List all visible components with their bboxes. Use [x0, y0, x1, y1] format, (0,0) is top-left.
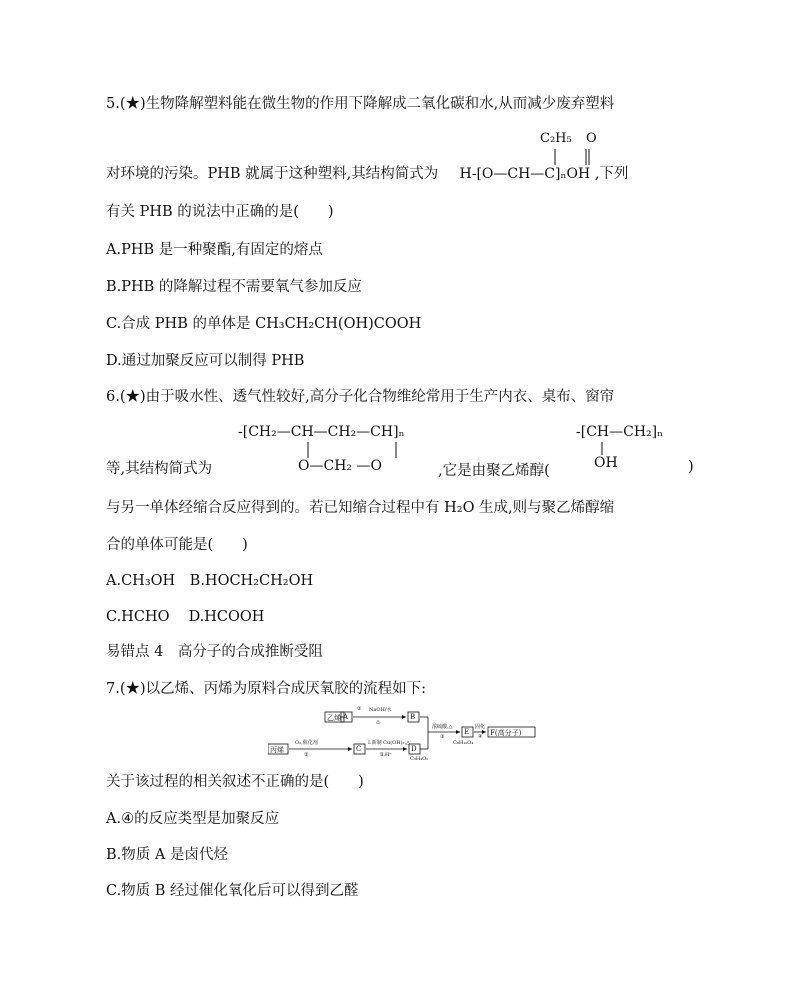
flow-node-b: B [410, 713, 416, 721]
q6-line-1: 6.(★)由于吸水性、透气性较好,高分子化合物维纶常用于生产内衣、桌布、窗帘 [106, 389, 615, 405]
q6-vinylon-top: -[CH₂—CH—CH₂—CH]ₙ [238, 424, 405, 440]
q7-option-b: B.物质 A 是卤代烃 [106, 847, 228, 863]
flow-step2-reagent: O₂,催化剂 [295, 740, 318, 746]
q5-option-b: B.PHB 的降解过程不需要氧气参加反应 [106, 279, 362, 295]
q5-option-d: D.通过加聚反应可以制得 PHB [106, 353, 305, 369]
q5-line-2 [106, 164, 628, 184]
q6-options-row-2: C.HCHO D.HCOOH [106, 609, 265, 625]
q7-option-a: A.④的反应类型是加聚反应 [106, 811, 280, 827]
flow-step4-number: ③ [440, 734, 445, 740]
q6-line-2 [106, 459, 212, 479]
q6-pva-bond [592, 442, 612, 456]
flow-step4-reagent: 浓硫酸,△ [432, 724, 453, 730]
flow-step1-condition: △ [376, 719, 380, 725]
q7-option-c: C.物质 B 经过催化氧化后可以得到乙醛 [106, 883, 359, 899]
flow-node-c: C [356, 745, 362, 753]
flow-step3-acid: Ⅱ.H⁺ [380, 752, 392, 758]
section-heading: 易错点 4 高分子的合成推断受阻 [106, 644, 323, 660]
q5-option-c: C.合成 PHB 的单体是 CH₃CH₂CH(OH)COOH [106, 316, 422, 332]
q5-line-2-text: 对环境的污染。PHB 就属于这种塑料,其结构简式为 [106, 166, 439, 182]
q6-line-2-mid: ,它是由聚乙烯醇( [438, 463, 550, 479]
q6-options-row-1: A.CH₃OH B.HOCH₂CH₂OH [106, 573, 314, 589]
q5-line-1: 5.(★)生物降解塑料能在微生物的作用下降解成二氧化碳和水,从而减少废弃塑料 [106, 96, 615, 112]
q6-pva-top: -[CH—CH₂]ₙ [576, 424, 664, 440]
q6-vinylon-bottom: O—CH₂ —O [298, 458, 382, 474]
flow-ethylene: 乙烯 [327, 714, 341, 722]
q6-pva-bottom: OH [594, 455, 618, 471]
synthesis-flow-diagram [268, 706, 536, 764]
flow-step1-number: ① [357, 706, 362, 712]
flow-e-formula: C₈H₁₀O₄ [453, 740, 474, 746]
flow-step5-reagent: 固化 [475, 724, 486, 730]
flow-step1-reagent: NaOH/水 [369, 707, 392, 713]
q5-line-3: 有关 PHB 的说法中正确的是( ) [106, 204, 334, 220]
flow-propylene: 丙烯 [270, 746, 284, 754]
q7-line-1: 7.(★)以乙烯、丙烯为原料合成厌氧胶的流程如下: [106, 681, 427, 697]
q6-line-3: 与另一单体经缩合反应得到的。若已知缩合过程中有 H₂O 生成,则与聚乙烯醇缩 [106, 500, 615, 516]
flow-node-f: F(高分子) [490, 729, 522, 737]
flow-node-a: A [343, 713, 349, 721]
q6-line-4: 合的单体可能是( ) [106, 537, 248, 553]
flow-step5-number: ④ [478, 734, 483, 740]
q6-line-2-text: 等,其结构简式为 [106, 461, 213, 477]
flow-node-e: E [464, 728, 470, 736]
q5-structural-formula: H-[O—CH—C]ₙOH [459, 166, 591, 182]
q5-formula-substituent: C₂H₅ [540, 131, 572, 146]
q7-line-2: 关于该过程的相关叙述不正确的是( ) [106, 774, 364, 790]
q5-option-a: A.PHB 是一种聚酯,有固定的熔点 [106, 242, 323, 258]
flow-step3-reagent: Ⅰ.新制 Cu(OH)₂,△ [368, 740, 410, 746]
q5-line-2-tail: ,下列 [594, 166, 629, 182]
flow-step2-number: ② [304, 752, 309, 758]
flow-node-d: D [411, 745, 417, 753]
q6-line-2-tail: ) [688, 459, 694, 475]
q5-formula-carbonyl-o: O [586, 131, 597, 146]
flow-d-formula: C₃H₄O₂ [410, 756, 429, 762]
